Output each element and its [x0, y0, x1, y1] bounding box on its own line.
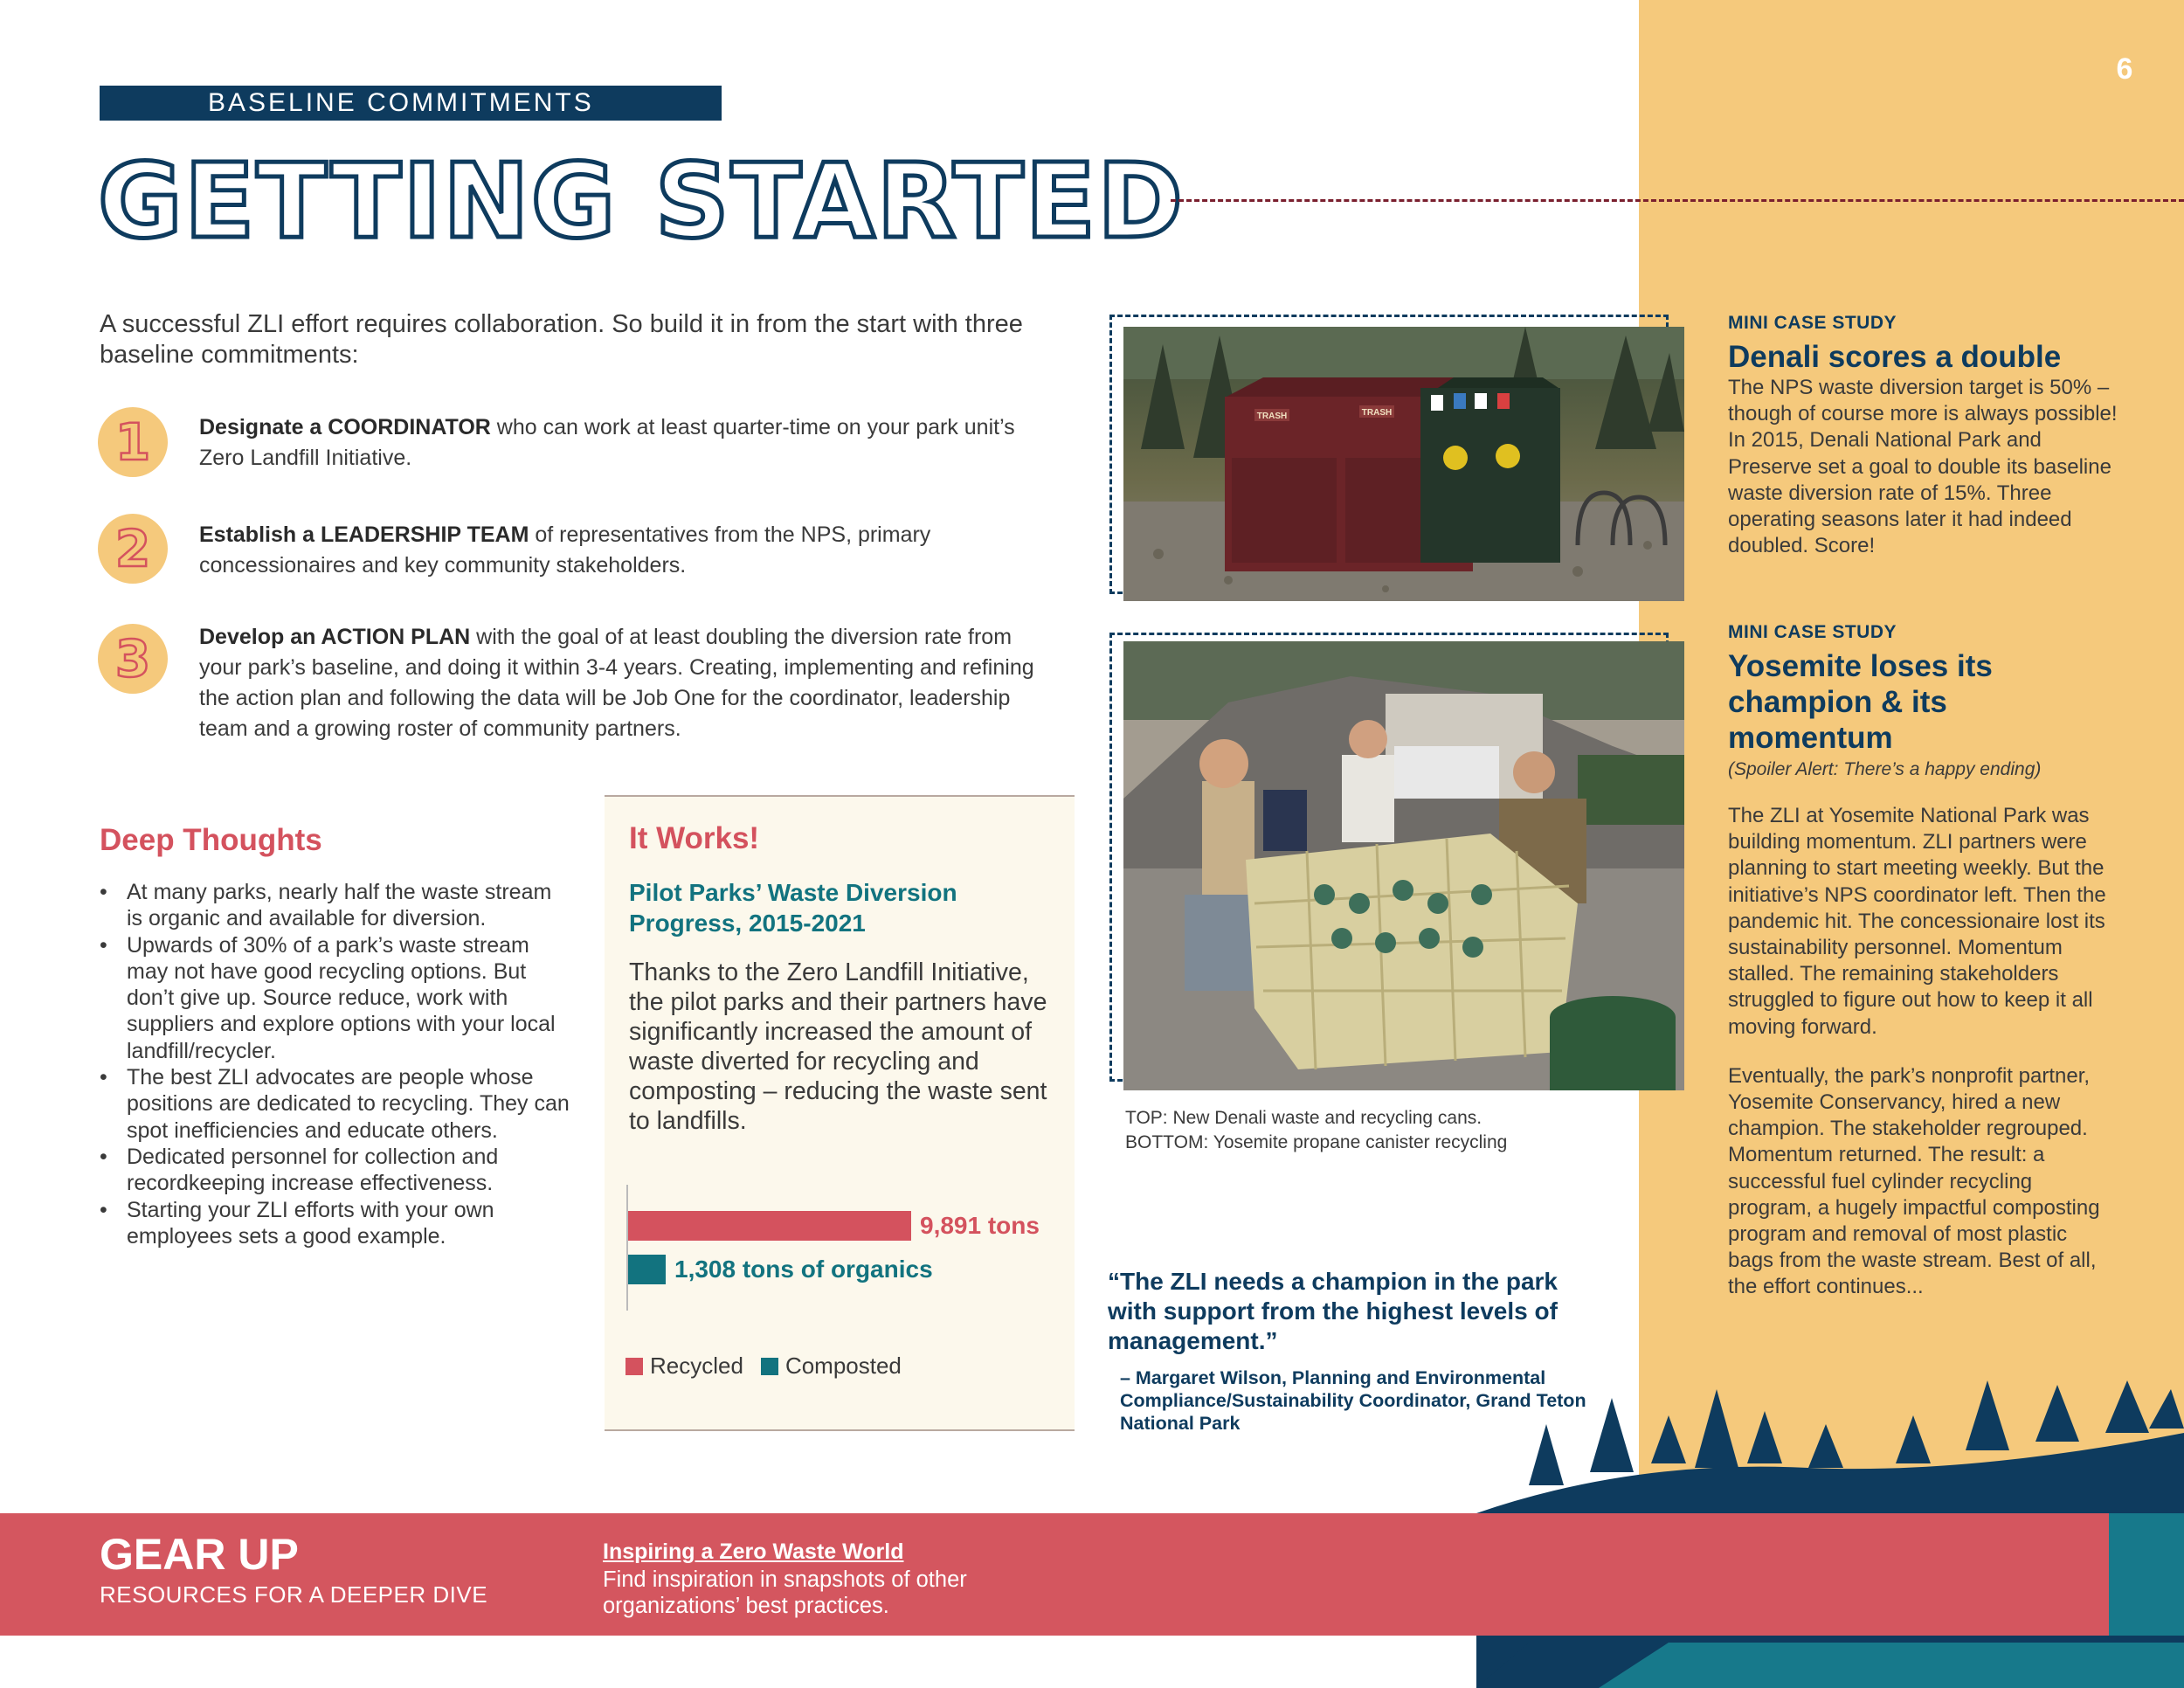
- page-number: 6: [2116, 52, 2133, 86]
- case-study-body: The NPS waste diversion target is 50% – though of course more is always possible! In 2015, Denali National Park and Preserve set a goal to double its baseline waste diversion rate of 15%. Three operating seasons later it had indeed doubled. Score!: [1728, 376, 2118, 558]
- commitment-number-1: 1: [98, 407, 168, 477]
- bar-composted: [628, 1255, 666, 1284]
- deep-thoughts-title: Deep Thoughts: [100, 823, 322, 857]
- yosemite-recycling-illustration: [1123, 641, 1684, 1090]
- legend-label-composted: Composted: [784, 1352, 902, 1379]
- case-study-kicker: MINI CASE STUDY: [1728, 622, 1897, 642]
- intro-paragraph: A successful ZLI effort requires collaboration. So build it in from the start with three baseline commitments:: [100, 310, 1023, 369]
- zero-waste-world-link[interactable]: Inspiring a Zero Waste World: [603, 1539, 904, 1564]
- commitment-3: [199, 622, 1038, 744]
- title-divider: [1171, 199, 2184, 202]
- data-label-recycled: 9,891 tons: [920, 1212, 1040, 1239]
- case-study-title: Yosemite loses its champion & its momentum: [1728, 649, 1993, 755]
- chart-title: Pilot Parks’ Waste Diversion Progress, 2015-2021: [629, 879, 957, 937]
- it-works-body: Thanks to the Zero Landfill Initiative, the pilot parks and their partners have significantly increased the amount of waste diverted for recycling and composting – reducing the waste sent to landfills.: [629, 958, 1047, 1135]
- list-item: • Starting your ZLI efforts with your own employees sets a good example.: [100, 1197, 571, 1250]
- gear-up-title: GEAR UP: [100, 1530, 299, 1579]
- case-study-body-continued: Eventually, the park’s nonprofit partner, Yosemite Conservancy, hired a new champion. The stakeholder regrouped. Momentum returned. The result: a successful fuel cylinder recycling program, a hugely impactful composting program and removal of most plastic bags from the waste stream. Best of all, the effort continues...: [1728, 1063, 2100, 1299]
- commitment-1: [199, 412, 1038, 474]
- denali-bins-photo: [1123, 327, 1684, 601]
- it-works-title: It Works!: [629, 821, 760, 855]
- denali-bins-illustration: [1123, 327, 1684, 601]
- bin-label-trash-2: TRASH: [1361, 408, 1393, 418]
- commitment-3-lead: Develop an ACTION PLAN: [199, 625, 471, 649]
- commitment-number-3: 3: [98, 624, 168, 694]
- gear-up-accent: [2109, 1513, 2184, 1636]
- photo-caption-bottom: BOTTOM: Yosemite propane canister recycling: [1125, 1132, 1508, 1152]
- commitment-number-2: 2: [98, 514, 168, 584]
- list-item: • The best ZLI advocates are people whose positions are dedicated to recycling. They can spot inefficiencies and educate others.: [100, 1064, 571, 1144]
- commitment-1-text: who can work at least quarter-time on your park unit’s Zero Landfill Initiative.: [199, 415, 1015, 470]
- legend-swatch-composted: [761, 1358, 778, 1375]
- commitment-1-lead: Designate a COORDINATOR: [199, 415, 491, 439]
- commitment-3-text: with the goal of at least doubling the diversion rate from your park’s baseline, and doing it within 3-4 years. Creating, implementing and refining the action plan and following the data will be Job One for the coordinator, leadership team and a growing roster of community partners.: [199, 625, 1034, 741]
- list-item: • Dedicated personnel for collection and recordkeeping increase effectiveness.: [100, 1144, 571, 1197]
- deep-thoughts-list: [100, 879, 571, 1249]
- yosemite-recycling-photo: [1123, 641, 1684, 1090]
- pull-quote: “The ZLI needs a champion in the park with support from the highest levels of management.”: [1108, 1268, 1558, 1354]
- bar-recycled: [628, 1211, 911, 1241]
- case-study-yosemite: [1728, 622, 2112, 1301]
- case-study-denali: [1728, 313, 2121, 559]
- section-label: BASELINE COMMITMENTS: [100, 86, 722, 121]
- commitment-2: [199, 520, 1038, 581]
- data-label-composted: 1,308 tons of organics: [674, 1256, 933, 1283]
- case-study-body: The ZLI at Yosemite National Park was building momentum. ZLI partners were planning to start meeting weekly. But the initiative’s NPS coordinator left. Then the pandemic hit. The concessionaire lost its sustainability personnel. Momentum stalled. The remaining stakeholders struggled to figure out how to keep it all moving forward.: [1728, 804, 2106, 1039]
- page-title: GETTING STARTED: [98, 141, 1185, 261]
- legend-label-recycled: Recycled: [650, 1352, 743, 1379]
- case-study-spoiler: (Spoiler Alert: There’s a happy ending): [1728, 759, 2042, 779]
- list-item: • At many parks, nearly half the waste stream is organic and available for diversion.: [100, 879, 571, 932]
- photo-caption: [1125, 1106, 1507, 1155]
- list-item: • Upwards of 30% of a park’s waste stream may not have good recycling options. But don’t give up. Source reduce, work with suppliers and explore options with your local landfill/recycler.: [100, 932, 571, 1064]
- commitment-2-text: of representatives from the NPS, primary concessionaires and key community stakeholders.: [199, 522, 931, 578]
- case-study-kicker: MINI CASE STUDY: [1728, 313, 1897, 333]
- diversion-bar-chart: [628, 1211, 1065, 1298]
- legend-swatch-recycled: [625, 1358, 643, 1375]
- photo-caption-top: TOP: New Denali waste and recycling cans.: [1125, 1108, 1482, 1128]
- case-study-title: Denali scores a double: [1728, 340, 2062, 374]
- commitment-2-lead: Establish a LEADERSHIP TEAM: [199, 522, 529, 547]
- gear-up-description: Find inspiration in snapshots of other organizations’ best practices.: [603, 1567, 967, 1618]
- gear-up-subtitle: RESOURCES FOR A DEEPER DIVE: [100, 1581, 488, 1608]
- bin-label-trash-1: TRASH: [1256, 412, 1288, 421]
- quote-attribution: – Margaret Wilson, Planning and Environmental Compliance/Sustainability Coordinator, Grand Teton National Park: [1120, 1367, 1586, 1434]
- chart-legend: [625, 1352, 902, 1380]
